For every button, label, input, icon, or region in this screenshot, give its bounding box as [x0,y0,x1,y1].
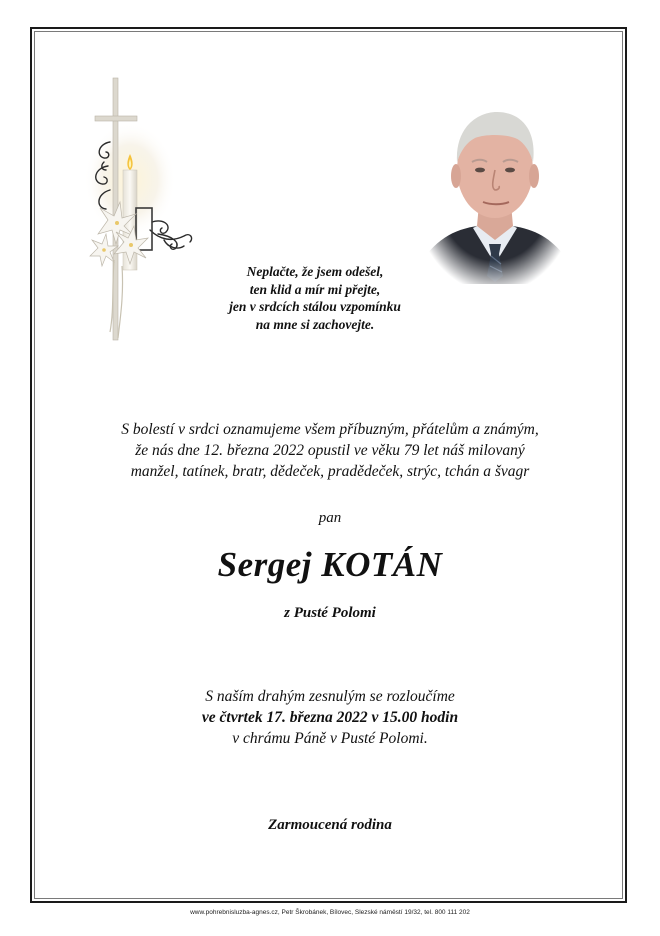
family-signature: Zarmoucená rodina [268,817,392,833]
funeral-date-time: ve čtvrtek 17. března 2022 v 15.00 hodin [201,709,459,726]
salutation: pan [318,510,342,526]
funeral-place: v chrámu Páně v Pusté Polomi. [232,730,428,747]
poem-line: jen v srdcích stálou vzpomínku [229,299,401,314]
funeral-line: S naším drahým zesnulým se rozloučíme [205,688,455,705]
poem-verse [175,263,455,333]
deceased-name: Sergej KOTÁN [217,545,443,584]
footer-contact: www.pohrebnisluzba-agnes.cz, Petr Škrobánek, Bílovec, Slezské náměstí 19/32, tel. 800 111 202 [190,909,470,916]
announcement-line: S bolestí v srdci oznamujeme všem příbuzným, přátelům a známým, [121,421,539,438]
poem-line: na mne si zachovejte. [255,316,375,332]
portrait-photo [425,104,565,284]
announcement-line: manžel, tatínek, bratr, dědeček, pradědeček, strýc, tchán a švagr [130,463,530,480]
poem-line: ten klid a mír mi přejte, [249,281,381,297]
funeral-details [60,686,600,749]
death-announcement [60,419,600,482]
poem-line: Neplačte, že jsem odešel, [246,264,384,279]
deceased-origin: z Pusté Polomi [284,605,376,621]
announcement-line: že nás dne 12. března 2022 opustil ve věku 79 let náš milovaný [135,442,525,459]
